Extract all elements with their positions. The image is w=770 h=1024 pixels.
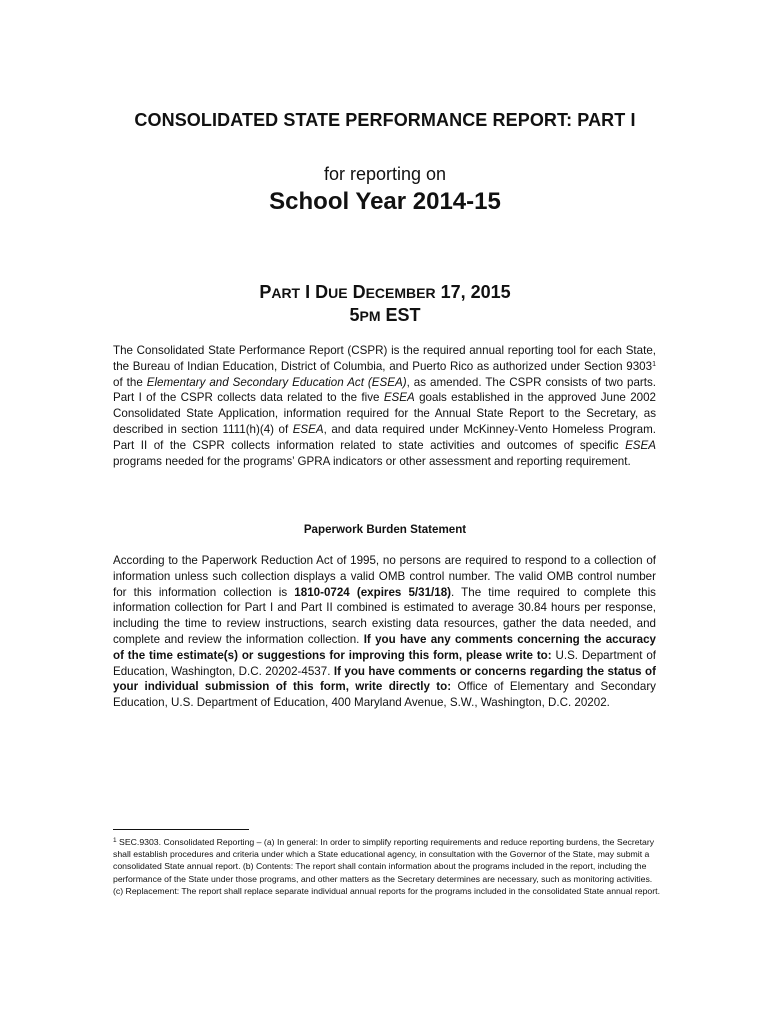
intro-text-3: , as amended. The CSPR consists of two parts. Part I of the CSPR collects data related to the five [113, 375, 657, 405]
due-d: D [315, 282, 329, 302]
report-subtitle: for reporting on [323, 164, 447, 184]
burden-heading: Paperwork Burden Statement [303, 523, 467, 536]
due-date-rest: 17, 2015 [435, 282, 511, 302]
burden-paragraph [113, 553, 656, 711]
due-roman: I [300, 282, 316, 302]
esea-term: ESEA [625, 438, 656, 452]
due-timezone: EST [380, 305, 421, 325]
due-hour: 5 [349, 305, 360, 325]
due-time-line [0, 305, 770, 326]
burden-text-3: U.S. Department of Education, Washington, D.C. 20202-4537. [113, 648, 656, 678]
burden-text-1: According to the Paperwork Reduction Act of 1995, no persons are required to respond to a collection of information unless such collection displays a valid OMB control number. The valid OMB control number for this information collection is [113, 554, 656, 599]
due-p: P [259, 282, 272, 302]
due-art: ART [271, 285, 301, 301]
school-year-title: School Year 2014-15 [269, 188, 501, 215]
due-ecember: ECEMBER [365, 285, 436, 301]
intro-text-1: The Consolidated State Performance Report (CSPR) is the required annual reporting tool for each State, the Bureau of Indian Education, District of Columbia, and Puerto Rico as authorized under Section 9303 [113, 344, 656, 373]
esea-term: ESEA [383, 391, 415, 405]
status-instruction: If you have comments or concerns regarding the status of your individual submission of this form, write directly to: [113, 664, 656, 694]
intro-text-4: goals established in the approved June 2002 Consolidated State Application, information required for the Annual State Report to the Secretary, as described in section 1111(h)(4) of [113, 391, 656, 436]
comments-instruction: If you have any comments concerning the accuracy of the time estimate(s) or suggestions for improving this form, please write to: [113, 632, 656, 662]
footnote-text: SEC.9303. Consolidated Reporting – (a) In general: In order to simplify reporting requirements and reduce reporting burdens, the Secretary shall establish procedures and criteria under which a State educational agency, in consultation with the Governor of the State, may submit a consolidated State annual report. (b) Contents: The report shall contain information about the programs included in the report, including the performance of the State under those programs, and other matters as the Secretary determines are necessary, such as monitoring activities. (c) Replacement: The report shall replace separate individual annual reports for the programs included in the consolidated State annual report. [113, 837, 660, 896]
footnote [113, 836, 661, 897]
burden-text-2: . The time required to complete this information collection for Part I and Part II combined is estimated to average 30.84 hours per response, including the time to review instructions, search existing data resources, gather the data needed, and complete and review the information collection. [113, 585, 656, 646]
intro-paragraph [113, 343, 656, 469]
esea-term: ESEA [292, 422, 324, 436]
due-date-line [0, 282, 770, 303]
due-pm: PM [359, 308, 381, 324]
footnote-marker: 1 [113, 837, 117, 844]
intro-text-5: , and data required under McKinney-Vento Homeless Program. Part II of the CSPR collects information related to state activities and outcomes of specific [113, 422, 656, 452]
act-name: Elementary and Secondary Education Act (ESEA) [146, 375, 407, 389]
omb-number: 1810-0724 (expires 5/31/18) [294, 585, 452, 599]
footnote-separator [113, 829, 249, 830]
burden-text-4: Office of Elementary and Secondary Education, U.S. Department of Education, 400 Maryland Avenue, S.W., Washington, D.C. 20202. [113, 680, 656, 710]
footnote-ref: 1 [652, 360, 656, 368]
due-ue: UE [328, 285, 348, 301]
intro-text-2: of the [113, 375, 147, 389]
report-title: CONSOLIDATED STATE PERFORMANCE REPORT: PART I [134, 110, 636, 130]
due-d2: D [347, 282, 366, 302]
intro-text-6: programs needed for the programs’ GPRA indicators or other assessment and reporting requirement. [113, 454, 631, 468]
